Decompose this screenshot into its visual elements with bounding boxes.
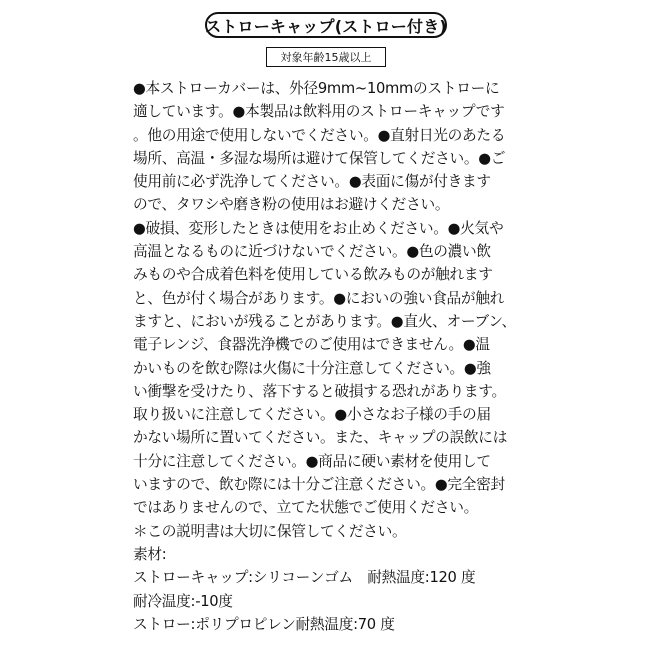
text-line: 高温となるものに近づけないでください。●色の濃い飲	[133, 243, 491, 261]
product-title: ストローキャップ(ストロー付き)	[205, 12, 447, 38]
text-line: 適しています。●本製品は飲料用のストローキャップです	[133, 103, 505, 121]
text-line: い衝撃を受けたり、落下すると破損する恐れがあります。	[133, 382, 506, 400]
text-line: かいものを飲む際は火傷に十分注意してください。●強	[133, 359, 491, 377]
text-line: 電子レンジ、食器洗浄機でのご使用はできません。●温	[133, 336, 490, 354]
text-line: かない場所に置いてください。また、キャップの誤飲には	[133, 429, 508, 447]
text-line: 素材:	[133, 545, 167, 563]
text-line: 。他の用途で使用しないでください。●直射日光のあたる	[133, 126, 506, 144]
text-line: 十分に注意してください。●商品に硬い素材を使用して	[133, 452, 491, 470]
text-line: ますと、においが残ることがあります。●直火、オーブン、	[133, 312, 516, 330]
text-line: ●破損、変形したときは使用をお止めください。●火気や	[133, 219, 504, 237]
text-line: ●本ストローカバーは、外径9mm~10mmのストローに	[133, 80, 500, 97]
text-line: 使用前に必ず洗浄してください。●表面に傷が付きます	[133, 173, 491, 191]
text-line: ではありませんので、立てた状態でご使用ください。	[133, 499, 479, 517]
text-line: と、色が付く場合があります。●においの強い食品が触れ	[133, 289, 505, 307]
text-line: ので、タワシや磨き粉の使用はお避けください。	[133, 196, 450, 214]
text-line: ＊この説明書は大切に保管してください。	[133, 522, 407, 540]
text-line: ストロー:ポリプロピレン耐熱温度:70 度	[133, 615, 395, 633]
text-line: ストローキャップ:シリコーンゴム 耐熱温度:120 度	[133, 569, 476, 587]
text-line: 耐冷温度:-10度	[133, 592, 233, 610]
instructions-text	[133, 77, 523, 636]
age-label: 対象年齢15歳以上	[266, 47, 386, 67]
text-line: いますので、飲む際には十分ご注意ください。●完全密封	[133, 476, 505, 494]
text-line: みものや合成着色料を使用している飲みものが触れます	[133, 266, 493, 284]
text-line: 取り扱いに注意してください。●小さなお子様の手の届	[133, 406, 491, 424]
text-line: 場所、高温・多湿な場所は避けて保管してください。●ご	[133, 149, 506, 167]
